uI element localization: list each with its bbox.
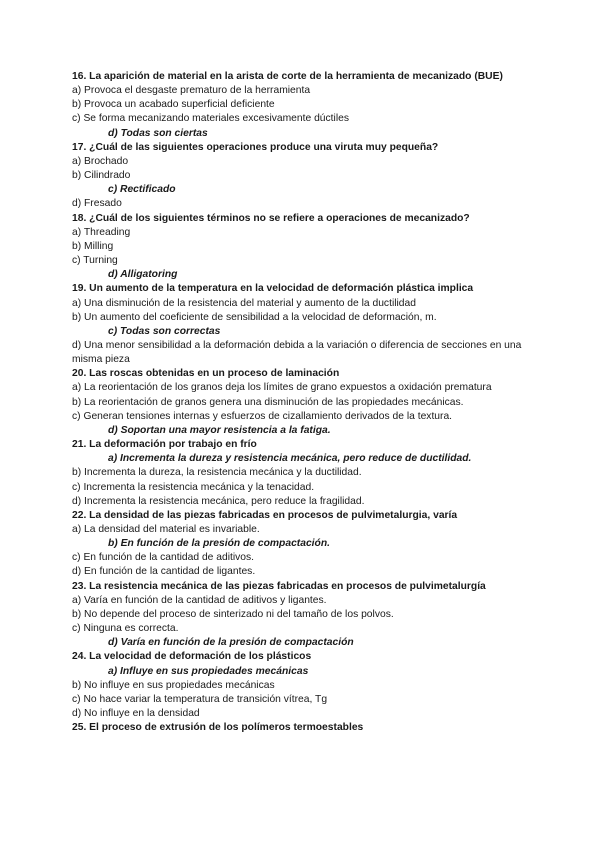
correct-answer: d) Varía en función de la presión de compactación [108, 637, 354, 649]
answer-option: d) En función de la cantidad de ligantes. [72, 566, 256, 578]
correct-answer: c) Rectificado [108, 184, 176, 196]
answer-option: a) La reorientación de los granos deja los límites de grano expuestos a oxidación prematura [72, 382, 492, 394]
question-title: 22. La densidad de las piezas fabricadas en procesos de pulvimetalurgia, varía [72, 509, 458, 521]
question-title: 19. Un aumento de la temperatura en la velocidad de deformación plástica implica [72, 283, 474, 295]
question-22 [72, 509, 532, 580]
question-title: 18. ¿Cuál de los siguientes términos no se refiere a operaciones de mecanizado? [72, 212, 470, 224]
question-20 [72, 367, 532, 438]
question-title: 17. ¿Cuál de las siguientes operaciones produce una viruta muy pequeña? [72, 141, 439, 153]
question-title: 21. La deformación por trabajo en frío [72, 439, 257, 451]
answer-option: b) Incrementa la dureza, la resistencia mecánica y la ductilidad. [72, 467, 362, 479]
answer-option: b) La reorientación de granos genera una disminución de las propiedades mecánicas. [72, 396, 464, 408]
question-title: 16. La aparición de material en la arista de corte de la herramienta de mecanizado (BUE) [72, 71, 503, 82]
answer-option: c) En función de la cantidad de aditivos. [72, 552, 255, 564]
correct-answer: d) Alligatoring [108, 269, 178, 281]
question-23 [72, 580, 532, 651]
answer-option: a) Varía en función de la cantidad de aditivos y ligantes. [72, 594, 327, 606]
answer-option: a) Brochado [72, 155, 129, 167]
answer-option: c) Se forma mecanizando materiales excesivamente dúctiles [72, 113, 349, 125]
answer-option: c) Incrementa la resistencia mecánica y la tenacidad. [72, 481, 315, 493]
answer-option: c) No hace variar la temperatura de transición vítrea, Tg [72, 693, 328, 705]
answer-option: c) Turning [72, 255, 118, 267]
correct-answer: a) Influye en sus propiedades mecánicas [108, 665, 309, 677]
correct-answer: d) Soportan una mayor resistencia a la fatiga. [108, 424, 331, 436]
correct-answer: c) Todas son correctas [108, 325, 221, 337]
answer-option: b) Cilindrado [72, 170, 131, 182]
answer-option: a) La densidad del material es invariable. [72, 524, 260, 535]
question-title: 23. La resistencia mecánica de las piezas fabricadas en procesos de pulvimetalurgía [72, 580, 486, 592]
answer-option: c) Generan tensiones internas y esfuerzos de cizallamiento derivados de la textura. [72, 410, 453, 422]
question-25 [72, 721, 532, 735]
question-title: 20. Las roscas obtenidas en un proceso de laminación [72, 368, 340, 380]
answer-option: a) Una disminución de la resistencia del material y aumento de la ductilidad [72, 297, 416, 309]
question-16 [72, 70, 532, 141]
answer-option: d) Incrementa la resistencia mecánica, pero reduce la fragilidad. [72, 495, 365, 507]
answer-option: a) Threading [72, 226, 131, 238]
correct-answer: b) En función de la presión de compactación. [108, 538, 330, 550]
answer-option: d) No influye en la densidad [72, 708, 200, 720]
question-17 [72, 141, 532, 212]
answer-option: b) Un aumento del coeficiente de sensibilidad a la velocidad de deformación, m. [72, 311, 437, 323]
answer-option: b) No depende del proceso de sinterizado ni del tamaño de los polvos. [72, 608, 394, 620]
question-21 [72, 438, 532, 509]
answer-option: c) Ninguna es correcta. [72, 623, 179, 635]
answer-option: d) Fresado [72, 198, 122, 210]
correct-answer: a) Incrementa la dureza y resistencia mecánica, pero reduce de ductilidad. [108, 453, 472, 465]
question-19 [72, 282, 532, 367]
answer-option: b) Milling [72, 240, 114, 252]
answer-option: a) Provoca el desgaste prematuro de la herramienta [72, 85, 311, 97]
question-18 [72, 212, 532, 283]
answer-option: b) No influye en sus propiedades mecánicas [72, 679, 275, 691]
answer-option: b) Provoca un acabado superficial deficiente [72, 99, 275, 111]
question-title: 24. La velocidad de deformación de los plásticos [72, 651, 312, 663]
correct-answer: d) Todas son ciertas [108, 127, 208, 139]
question-24 [72, 650, 532, 721]
answer-option: d) Una menor sensibilidad a la deformación debida a la variación o diferencia de secciones en una misma pieza [72, 339, 522, 366]
question-title: 25. El proceso de extrusión de los polímeros termoestables [72, 722, 364, 734]
